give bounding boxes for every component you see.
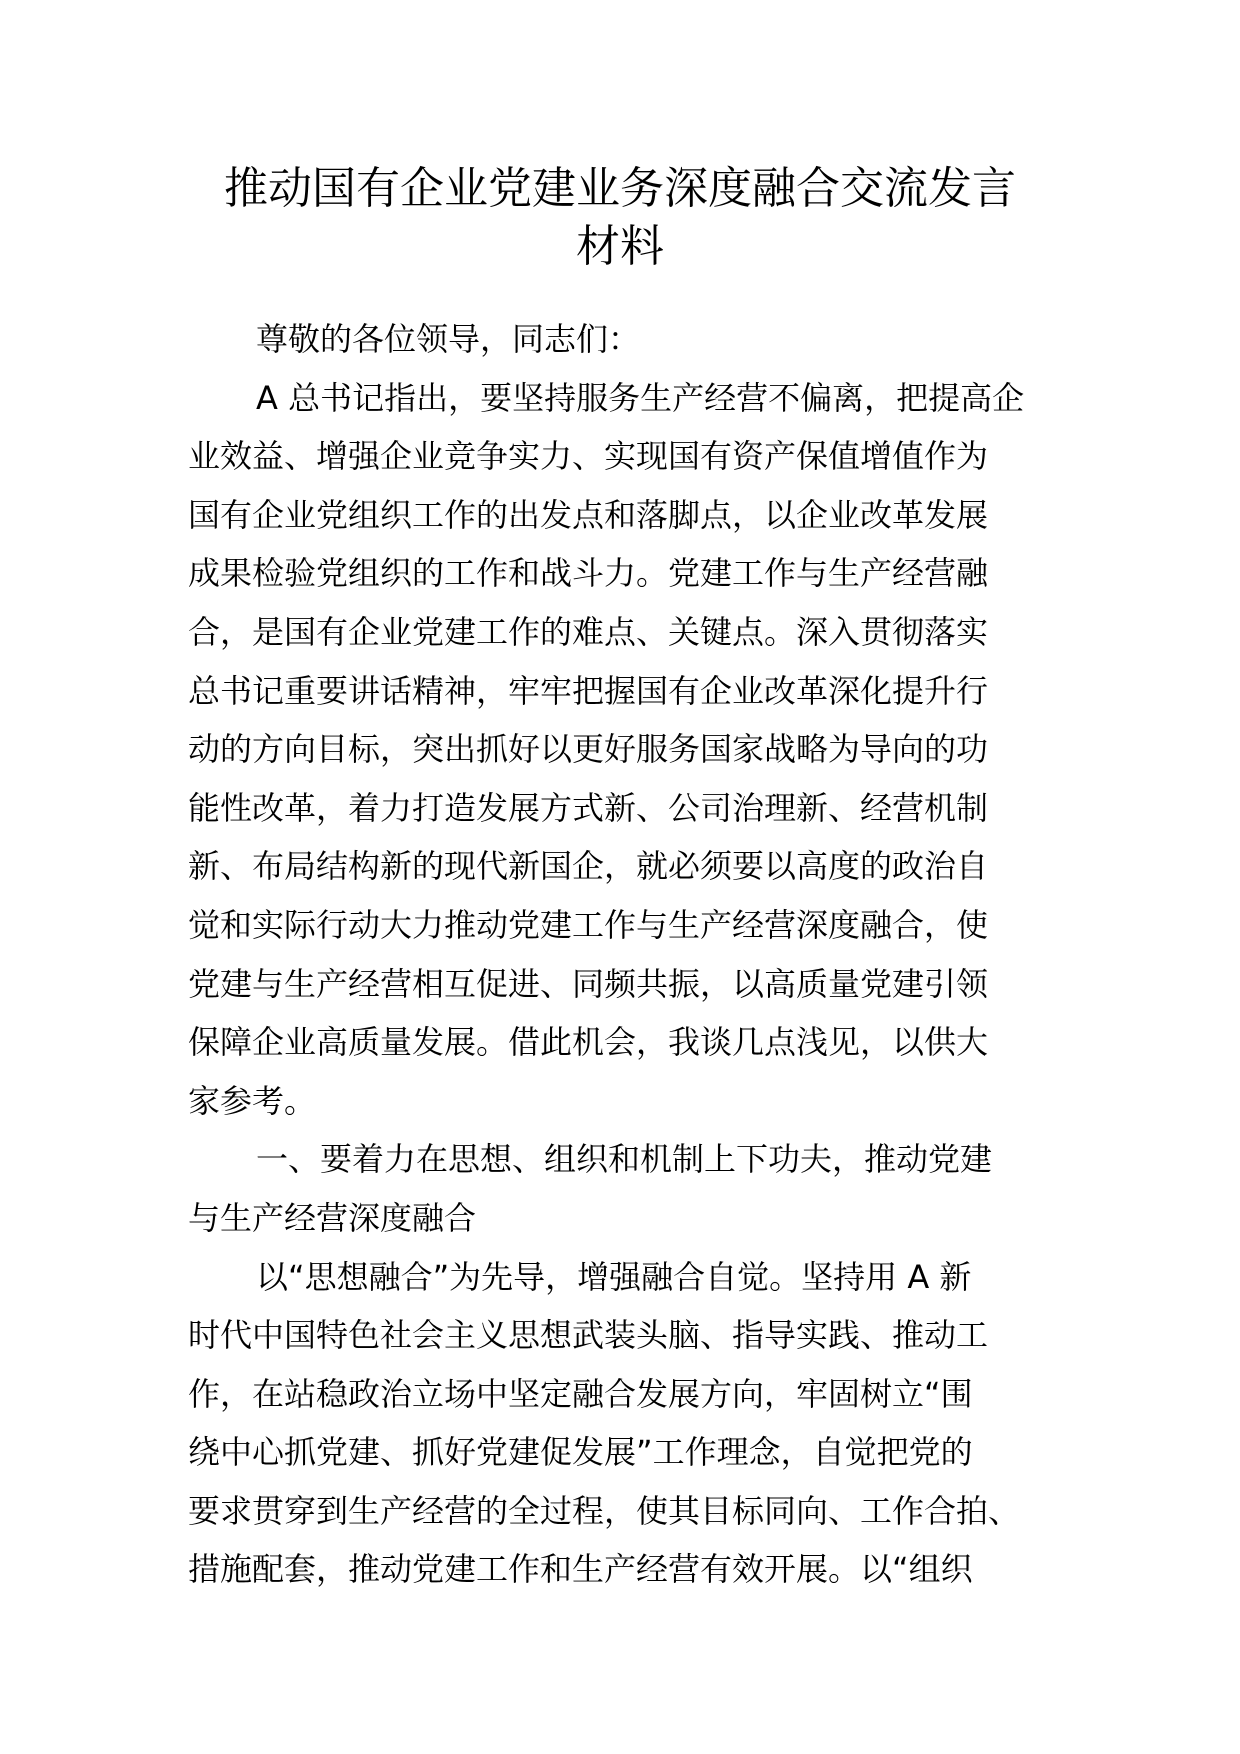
paragraph-1-line: 动的方向目标，突出抓好以更好服务国家战略为导向的功	[188, 730, 989, 769]
section-heading-line: 一、要着力在思想、组织和机制上下功夫，推动党建	[256, 1140, 993, 1179]
title-line-1: 推动国有企业党建业务深度融合交流发言	[224, 163, 1016, 214]
paragraph-1-line: 业效益、增强企业竞争实力、实现国有资产保值增值作为	[188, 437, 989, 476]
paragraph-1-line: 国有企业党组织工作的出发点和落脚点，以企业改革发展	[188, 495, 989, 534]
paragraph-2-line: 时代中国特色社会主义思想武装头脑、指导实践、推动工	[188, 1316, 989, 1355]
paragraph-1-line: A 总书记指出，要坚持服务生产经营不偏离，把提高企	[256, 378, 1025, 417]
document-title	[190, 160, 1050, 276]
paragraph-1-line: 能性改革，着力打造发展方式新、公司治理新、经营机制	[188, 788, 989, 827]
paragraph-2-line: 作，在站稳政治立场中坚定融合发展方向，牢固树立“围	[188, 1374, 973, 1413]
section-heading-line: 与生产经营深度融合	[188, 1198, 477, 1237]
paragraph-2-line: 要求贯穿到生产经营的全过程，使其目标同向、工作合拍、	[188, 1491, 1021, 1530]
document-body	[188, 310, 1068, 1599]
paragraph-1-line: 觉和实际行动大力推动党建工作与生产经营深度融合，使	[188, 905, 989, 944]
salutation-line: 尊敬的各位领导，同志们：	[256, 320, 641, 358]
paragraph-1-line: 保障企业高质量发展。借此机会，我谈几点浅见，以供大	[188, 1023, 989, 1062]
title-line-2: 材料	[576, 221, 664, 272]
paragraph-1-line: 成果检验党组织的工作和战斗力。党建工作与生产经营融	[188, 554, 989, 593]
paragraph-1-line: 家参考。	[188, 1081, 317, 1120]
paragraph-2-line: 以“思想融合”为先导，增强融合自觉。坚持用 A 新	[256, 1257, 972, 1296]
paragraph-2-line: 绕中心抓党建、抓好党建促发展”工作理念，自觉把党的	[188, 1433, 973, 1472]
paragraph-1-line: 总书记重要讲话精神，牢牢把握国有企业改革深化提升行	[188, 671, 989, 710]
paragraph-1-line: 党建与生产经营相互促进、同频共振，以高质量党建引领	[188, 964, 989, 1003]
paragraph-2-line: 措施配套，推动党建工作和生产经营有效开展。以“组织	[188, 1550, 973, 1589]
paragraph-1-line: 合，是国有企业党建工作的难点、关键点。深入贯彻落实	[188, 612, 989, 651]
paragraph-1-line: 新、布局结构新的现代新国企，就必须要以高度的政治自	[188, 847, 989, 886]
